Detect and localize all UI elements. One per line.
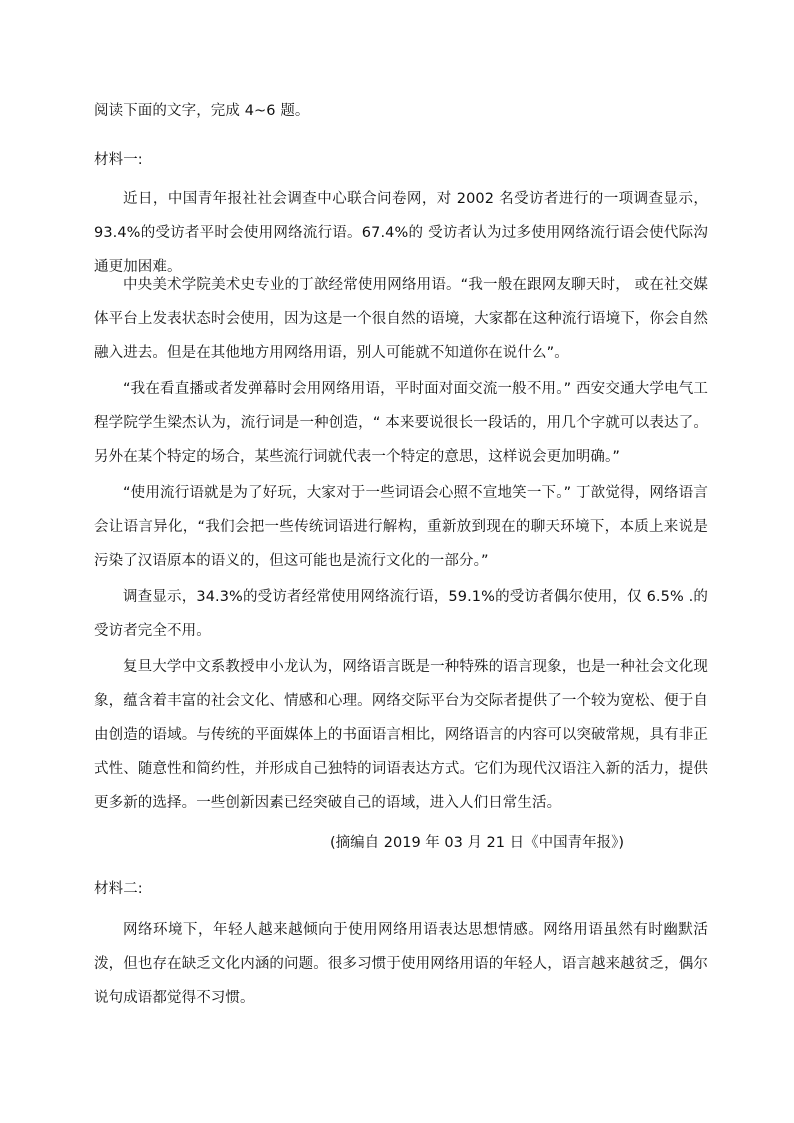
material1-paragraph-4: “使用流行语就是为了好玩，大家对于一些词语会心照不宣地笑一下。” 丁歆觉得，网络语言会让语言异化，“我们会把一些传统词语进行解构，重新放到现在的聊天环境下，本质上来说是污染了汉语原本的语义的，但这可能也是流行文化的一部分。” [94, 485, 708, 569]
material2-heading: 材料二: [94, 881, 143, 897]
material1-paragraph-3: “我在看直播或者发弹幕时会用网络用语，平时面对面交流一般不用。” 西安交通大学电气工程学院学生梁杰认为，流行词是一种创造，“ 本来要说很长一段话的，用几个字就可以表达了。另外在某个特定的场合，某些流行词就代表一个特定的意思，这样说会更加明确。” [94, 381, 708, 465]
material1-paragraph-1: 近日，中国青年报社社会调查中心联合问卷网，对 2002 名受访者进行的一项调查显示，93.4%的受访者平时会使用网络流行语。67.4%的 受访者认为过多使用网络流行语会使代际沟通更加困难。 [94, 191, 708, 275]
instruction-text: 阅读下面的文字，完成 4~6 题。 [94, 103, 310, 119]
material1-paragraph-5: 调查显示，34.3%的受访者经常使用网络流行语，59.1%的受访者偶尔使用，仅 6.5% .的受访者完全不用。 [94, 589, 708, 639]
material2-paragraph-1: 网络环境下，年轻人越来越倾向于使用网络用语表达思想情感。网络用语虽然有时幽默活泼，但也存在缺乏文化内涵的问题。很多习惯于使用网络用语的年轻人，语言越来越贫乏，偶尔说句成语都觉得不习惯。 [94, 922, 708, 1006]
material1-paragraph-2: 中央美术学院美术史专业的丁歆经常使用网络用语。“我一般在跟网友聊天时， 或在社交媒体平台上发表状态时会使用，因为这是一个很自然的语境，大家都在这种流行语境下，你会自然融入进去。但是在其他地方用网络用语，别人可能就不知道你在说什么”。 [94, 277, 708, 361]
material1-paragraph-6: 复旦大学中文系教授申小龙认为，网络语言既是一种特殊的语言现象，也是一种社会文化现象，蕴含着丰富的社会文化、情感和心理。网络交际平台为交际者提供了一个较为宽松、便于自由创造的语域。与传统的平面媒体上的书面语言相比，网络语言的内容可以突破常规，具有非正式性、随意性和简约性，并形成自己独特的词语表达方式。它们为现代汉语注入新的活力，提供更多新的选择。一些创新因素已经突破自己的语域，进入人们日常生活。 [94, 659, 708, 811]
material1-heading: 材料一: [94, 152, 143, 168]
material1-source: (摘编自 2019 年 03 月 21 日《中国青年报》) [330, 835, 625, 851]
